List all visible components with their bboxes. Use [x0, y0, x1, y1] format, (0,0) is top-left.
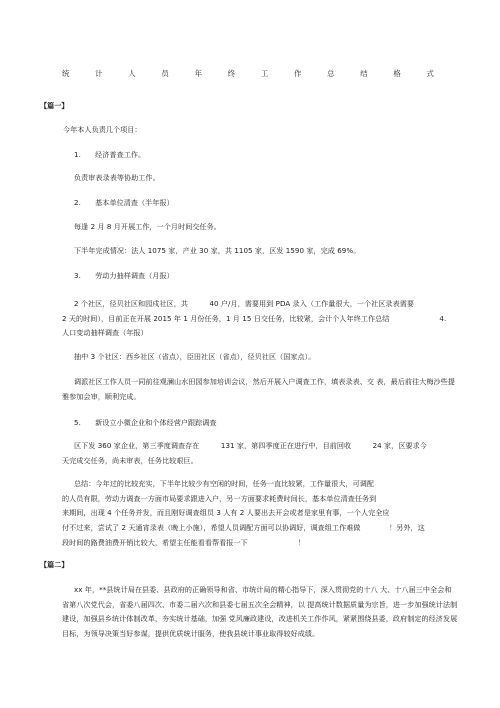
paragraph-line: 建设，加强县乡统计体制改革，夯实统计基础，加强 党风廉政建设，改进机关工作作风，紧紧围绕县委，政府制定的经济发展: [62, 614, 458, 623]
paragraph-line: 调派社区工作人员一同前往观澜山水田园参加培训会议，然后开展入户调查工作，填表录表、交 表，最后前往大梅沙些提: [74, 377, 455, 386]
paragraph-line: xx 年，**县统计局在县委、县政府的正确领导和省、市统计局的精心指导下，深入贯彻党的十八 大、十八届三中全会和: [74, 585, 452, 594]
title-char: 作: [293, 69, 302, 78]
list-item-heading: 3. 劳动力抽样调查（月报）: [74, 271, 174, 280]
paragraph-line: 目标，为领导决策当好参谋，提供优质统计服务，使我县统计事业取得较好成绩。: [62, 629, 320, 638]
paragraph-line: 天完成交任务，尚未审表，任务比较艰巨。: [62, 456, 198, 465]
title-char: 式: [426, 69, 434, 78]
title-char: 统: [62, 69, 70, 78]
section-heading-2: 【篇二】: [40, 560, 69, 569]
list-item-heading: 5. 新设立小微企业和个体经营户跟踪调查: [74, 418, 217, 427]
paragraph-line: 来期间，出现 4 个任务并发，而且刚好调查组员 3 人有 2 人要出去开会或者是家里有事，一个人完全应: [62, 508, 390, 517]
title-char: 工: [260, 69, 269, 78]
document-title: [62, 69, 434, 79]
title-char: 结: [360, 69, 368, 78]
paragraph-line: 下半年完成情况：法人 1075 家，产业 30 家，共 1105 家，区发 1590 家，完成 69%。: [74, 246, 361, 255]
paragraph-line: 总结：今年过的比较充实，下半年比较少有空闲的时间，任务一直比较紧，工作量很大，可调配: [74, 479, 375, 488]
list-item-heading: 1. 经济普查工作。: [74, 150, 146, 159]
paragraph-line: 负责审表录表等协助工作。: [74, 173, 160, 182]
paragraph-line: 今年本人负责几个项目：: [63, 125, 142, 134]
title-char: 人: [128, 69, 136, 78]
section-heading-1: 【篇一】: [40, 101, 69, 110]
title-char: 计: [95, 69, 103, 78]
title-char: 员: [161, 69, 169, 78]
title-char: 格: [393, 69, 401, 78]
paragraph-line: 每逢 2 月 8 月开展工作，一个月时间交任务。: [74, 222, 221, 231]
paragraph-line: 省第八次党代会，省委八届四次、市委二届六次和县委七届五次全会精神，以 提高统计数据质量为宗旨，进一步加强统计法制: [62, 600, 458, 609]
paragraph-line: 区下发 360 家企业，第三季度调查存在 131 家，第四季度正在进行中，目前回收 24 家，区要求今: [74, 441, 427, 450]
paragraph-line: 2 天的时间），目前正在开展 2015 年 1 月份任务，1 月 15 日交任务，比较紧，会计个人年终工作总结 4.: [62, 314, 447, 323]
paragraph-line: 人口变动抽样调查（年报）: [62, 328, 148, 337]
paragraph-line: 雅参加会审，顺利完成。: [62, 392, 141, 401]
paragraph-line: 付不过来，尝试了 2 天通宵录表（晚上小施），希望人员调配方面可以协调好，调查组工作难做 ！另外，这: [62, 523, 425, 532]
list-item-heading: 2. 基本单位清查（半年报）: [74, 198, 174, 207]
title-char: 终: [227, 69, 236, 78]
paragraph-line: 抽中 3 个社区：西乡社区（省点），臣田社区（省点），径贝社区（国家点）。: [74, 352, 316, 361]
title-char: 年: [194, 69, 202, 78]
paragraph-line: 2 个社区，径贝社区和园戍社区，共 40 户/月，需要用到 PDA 录入（工作量很大，一个社区录表需要: [74, 299, 415, 308]
paragraph-line: 段时间的路费油费开销比较大，希望主任能看看帮看报一下 ！: [62, 538, 305, 547]
paragraph-line: 的人员有限，劳动力调查一方面市局要求跟进入户，另一方面要求耗费时间长，基本单位清查任务到: [62, 494, 377, 503]
title-char: 总: [327, 69, 335, 78]
